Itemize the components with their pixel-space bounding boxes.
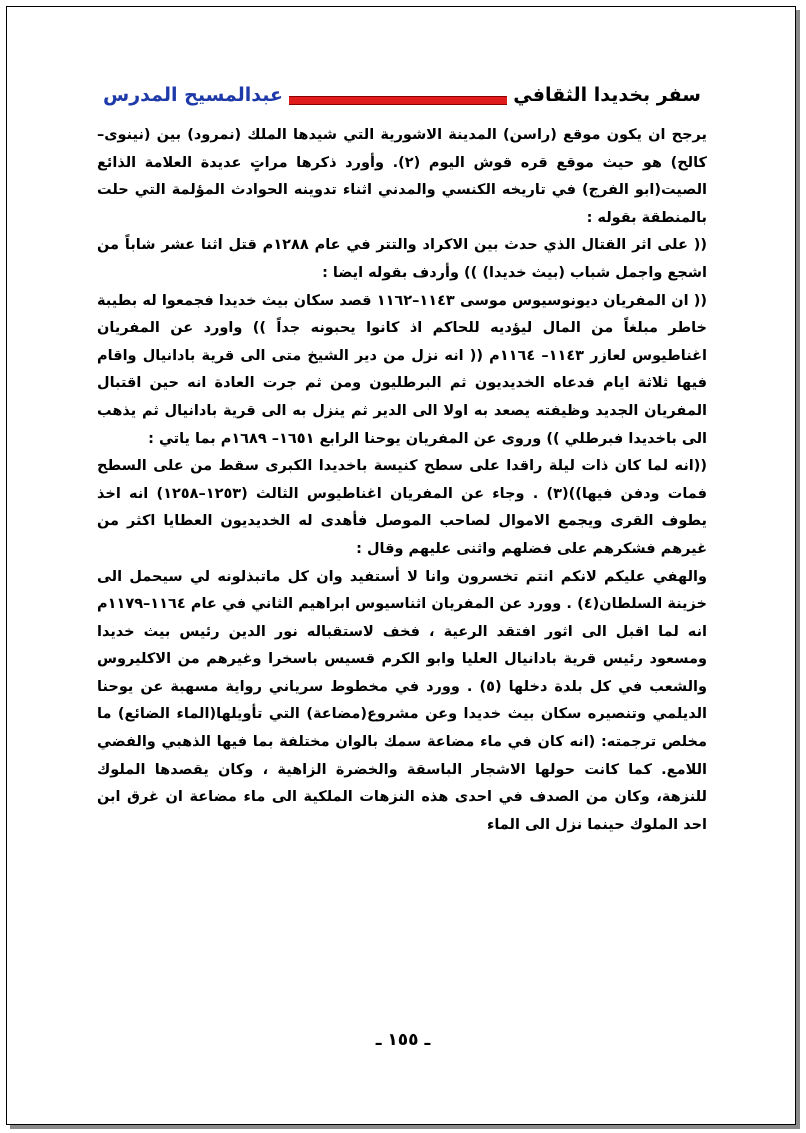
paragraph: والهفي عليكم لانكم انتم تخسرون وانا لا أستفيد وان كل ماتبذلونه لي سيحمل الى خزينة السلطان(٤) . وورد عن المفريان اثناسيوس ابراهيم الثاني في عام ١١٦٤–١١٧٩م انه لما اقبل الى اثور افتقد الرعية ، فخف لاستقباله نور الدين رئيس بيث خديدا ومسعود رئيس قرية بادانيال العليا وابو الكرم قسيس باسخرا وغيرهم من الاكليروس والشعب في كل بلدة دخلها (٥) . وورد في مخطوط سرياني رواية مسهبة عن يوحنا الديلمي وتنصيره سكان بيث خديدا وعن مشروع(مضاعة) التي تأويلها(الماء الضائع) ما مخلص ترجمته: (انه كان في ماء مضاعة سمك بالوان مختلفة بما فيها الذهبي والفضي اللامع. كما كانت حولها الاشجار الباسقة والخضرة الزاهية ، وكان يقصدها الملوك للنزهة، وكان من الصدف في احدى هذه النزهات الملكية الى ماء مضاعة ان غرق ابن احد الملوك حينما نزل الى الماء [97, 568, 708, 833]
paragraph: يرجح ان يكون موقع (راسن) المدينة الاشورية التي شيدها الملك (نمرود) بين (نينوى– كالح) هو حيث موقع قره قوش اليوم (٢). وأورد ذكرها مراتٍ عديدة العلامة الذائع الصيت(ابو الفرج) في تاريخه الكنسي والمدني اثناء تدوينه الحوادث المؤلمة التي حلت بالمنطقة بقوله : [97, 127, 707, 226]
body-text [97, 122, 707, 839]
paragraph: ((انه لما كان ذات ليلة راقدا على سطح كنيسة باخديدا الكبرى سقط من على السطح فمات ودفن فيها))(٣) . وجاء عن المفريان اغناطيوس الثالث (١٢٥٣–١٢٥٨) انه اخذ يطوف القرى ويجمع الاموال لصاحب الموصل فأهدى له الخديديون العطايا اكثر من غيرهم فشكرهم على فضلهم واثنى عليهم وقال : [97, 458, 707, 557]
author-name: عبدالمسيح المدرس [97, 80, 289, 110]
book-title: سفر بخديدا الثقافي [507, 80, 707, 110]
paragraph: (( ان المفريان ديونوسيوس موسى ١١٤٣–١١٦٢ قصد سكان بيث خديدا فجمعوا له بطيبة خاطر مبلغاً من المال ليؤديه للحاكم اذ كانوا يحبونه جداً )) واورد عن المفريان اغناطيوس لعازر ١١٤٣– ١١٦٤م (( انه نزل من دير الشيخ متى الى قرية بادانيال واقام فيها ثلاثة ايام فدعاه الخديديون ثم البرطليون ومن ثم جرت العادة انه حين اقتبال المفريان الجديد وظيفته يصعد به اولا الى الدير ثم ينزل به الى قرية بادانيال ثم يذهب الى باخديدا فبرطلي )) وروى عن المفريان يوحنا الرابع ١٦٥١– ١٦٨٩م بما ياتي : [97, 292, 708, 447]
page-header [97, 80, 707, 112]
paragraph: (( على اثر القتال الذي حدث بين الاكراد والتتر في عام ١٢٨٨م قتل اثنا عشر شاباً من اشجع واجمل شباب (بيث خديدا) )) وأردف بقوله ايضا : [97, 237, 707, 281]
page-number: ـ ١٥٥ ـ [375, 1030, 431, 1050]
